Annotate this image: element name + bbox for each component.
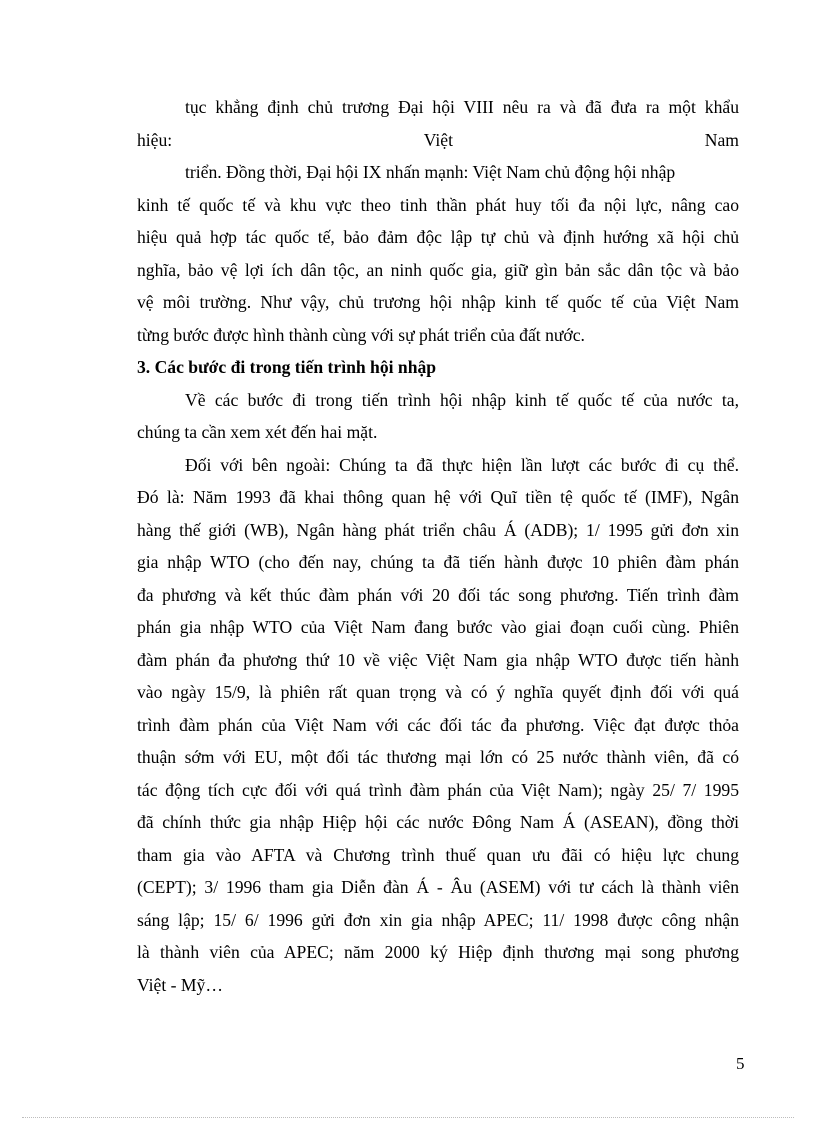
text-line: Đó là: Năm 1993 đã khai thông quan hệ với Quĩ tiền tệ quốc tế (IMF), Ngân bbox=[137, 487, 739, 507]
text-line: (CEPT); 3/ 1996 tham gia Diễn đàn Á - Âu (ASEM) với tư cách là thành viên bbox=[137, 877, 739, 897]
text-line: gia nhập WTO (cho đến nay, chúng ta đã tiến hành được 10 phiên đàm phán bbox=[137, 552, 739, 572]
text-line: kinh tế quốc tế và khu vực theo tinh thần phát huy tối đa nội lực, nâng cao bbox=[137, 194, 739, 215]
text-line: hiệu quả hợp tác quốc tế, bảo đảm độc lập tự chủ và định hướng xã hội chủ bbox=[137, 227, 739, 247]
section-heading: 3. Các bước đi trong tiến trình hội nhập bbox=[137, 357, 437, 377]
text-line: từng bước được hình thành cùng với sự phát triển của đất nước. bbox=[137, 324, 585, 345]
body-text bbox=[137, 91, 739, 1001]
text-line-slogan bbox=[137, 124, 739, 157]
slogan-word: Việt bbox=[423, 129, 453, 150]
text-line: là thành viên của APEC; năm 2000 ký Hiệp định thương mại song phương bbox=[137, 942, 739, 962]
text-line: Đối với bên ngoài: Chúng ta đã thực hiện lần lượt các bước đi cụ thể. bbox=[185, 454, 739, 475]
text-line: tục khẳng định chủ trương Đại hội VIII nêu ra và đã đưa ra một khẩu bbox=[185, 97, 739, 117]
text-line: vào ngày 15/9, là phiên rất quan trọng và có ý nghĩa quyết định đối với quá bbox=[137, 682, 739, 702]
text-line: nghĩa, bảo vệ lợi ích dân tộc, an ninh quốc gia, giữ gìn bản sắc dân tộc và bảo bbox=[137, 259, 739, 280]
text-line: Về các bước đi trong tiến trình hội nhập kinh tế quốc tế của nước ta, bbox=[185, 389, 739, 410]
slogan-word: hiệu: bbox=[137, 129, 173, 150]
text-line: trình đàm phán của Việt Nam với các đối tác đa phương. Việc đạt được thỏa bbox=[137, 714, 739, 735]
text-line: thuận sớm với EU, một đối tác thương mại lớn có 25 nước thành viên, đã có bbox=[137, 747, 739, 767]
footer-divider bbox=[22, 1117, 794, 1118]
text-line: đa phương và kết thúc đàm phán với 20 đối tác song phương. Tiến trình đàm bbox=[137, 584, 739, 605]
text-line: đã chính thức gia nhập Hiệp hội các nước Đông Nam Á (ASEAN), đồng thời bbox=[137, 812, 739, 832]
text-line: sáng lập; 15/ 6/ 1996 gửi đơn xin gia nhập APEC; 11/ 1998 được công nhận bbox=[137, 909, 739, 930]
text-line: đàm phán đa phương thứ 10 về việc Việt Nam gia nhập WTO được tiến hành bbox=[137, 649, 739, 670]
text-line: vệ môi trường. Như vậy, chủ trương hội nhập kinh tế quốc tế của Việt Nam bbox=[137, 292, 739, 312]
text-line: hàng thế giới (WB), Ngân hàng phát triển châu Á (ADB); 1/ 1995 gửi đơn xin bbox=[137, 519, 739, 540]
text-line: chúng ta cần xem xét đến hai mặt. bbox=[137, 422, 378, 442]
slogan-word: Nam bbox=[704, 129, 739, 150]
text-line: phán gia nhập WTO của Việt Nam đang bước vào giai đoạn cuối cùng. Phiên bbox=[137, 617, 739, 637]
text-line: Việt - Mỹ… bbox=[137, 974, 223, 995]
page-number: 5 bbox=[736, 1054, 745, 1073]
text-line: tham gia vào AFTA và Chương trình thuế quan ưu đãi có hiệu lực chung bbox=[137, 844, 739, 865]
text-line: tác động tích cực đối với quá trình đàm phán của Việt Nam); ngày 25/ 7/ 1995 bbox=[137, 779, 739, 800]
text-line: triển. Đồng thời, Đại hội IX nhấn mạnh: Việt Nam chủ động hội nhập bbox=[185, 162, 676, 182]
